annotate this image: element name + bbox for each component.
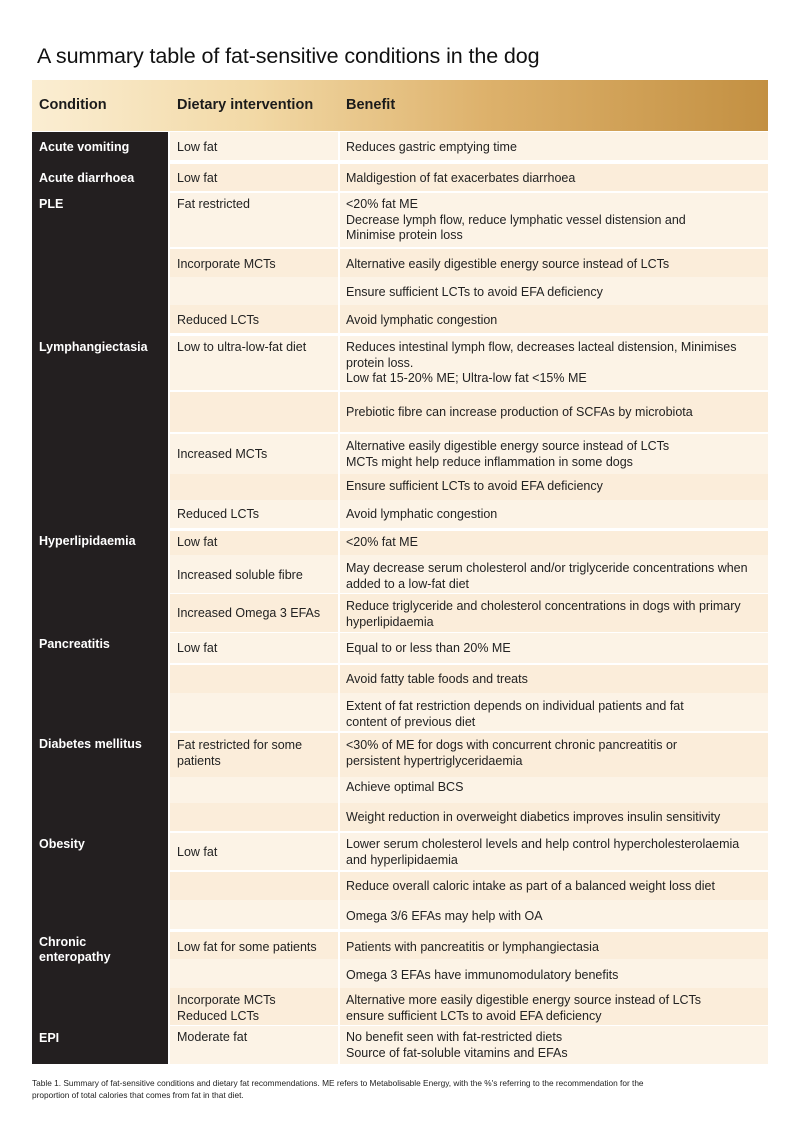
intervention-line: Incorporate MCTs [177, 993, 276, 1007]
dietary-intervention-cell [177, 140, 337, 156]
dietary-intervention-cell [177, 171, 337, 187]
benefit-line: Avoid lymphatic congestion [346, 507, 498, 521]
condition-label: EPI [39, 1031, 60, 1045]
column-divider [168, 132, 170, 1064]
dietary-intervention-cell [177, 507, 337, 523]
benefit-line: Source of fat-soluble vitamins and EFAs [346, 1045, 568, 1060]
benefit-line: <20% fat ME [346, 535, 418, 549]
intervention-line: Low fat [177, 140, 218, 154]
dietary-intervention-cell [177, 568, 337, 584]
condition-label: PLE [39, 197, 64, 211]
benefit-line: Equal to or less than 20% ME [346, 641, 511, 655]
benefit-cell [346, 993, 762, 1024]
dietary-intervention-cell [177, 447, 337, 463]
benefit-cell [346, 1030, 762, 1061]
benefit-cell [346, 837, 762, 868]
benefit-line: Reduces gastric emptying time [346, 140, 517, 154]
intervention-line: Increased MCTs [177, 447, 268, 461]
benefit-line: Patients with pancreatitis or lymphangiectasia [346, 940, 599, 954]
condition-label: Diabetes mellitus [39, 737, 142, 751]
intervention-line: patients [177, 753, 221, 768]
benefit-line: and hyperlipidaemia [346, 852, 458, 867]
benefit-line: Low fat 15-20% ME; Ultra-low fat <15% ME [346, 371, 587, 385]
benefit-cell [346, 535, 762, 551]
benefit-line: MCTs might help reduce inflammation in some dogs [346, 454, 633, 469]
intervention-line: Low fat [177, 171, 218, 185]
condition-label [39, 935, 161, 965]
benefit-line: Weight reduction in overweight diabetics improves insulin sensitivity [346, 810, 721, 824]
benefit-cell [346, 810, 762, 826]
condition-label: Lymphangiectasia [39, 340, 148, 354]
condition-line: Chronic [39, 935, 87, 949]
benefit-cell [346, 197, 762, 244]
condition-column [32, 132, 168, 1064]
benefit-cell [346, 699, 762, 730]
benefit-cell [346, 257, 762, 273]
benefit-cell [346, 285, 762, 301]
benefit-cell [346, 879, 762, 895]
benefit-cell [346, 479, 762, 495]
benefit-line: Ensure sufficient LCTs to avoid EFA deficiency [346, 285, 603, 299]
table-header [32, 80, 768, 131]
benefit-cell [346, 340, 762, 387]
intervention-line: Increased soluble fibre [177, 568, 303, 582]
benefit-line: Omega 3 EFAs have immunomodulatory benefits [346, 968, 619, 982]
dietary-intervention-cell [177, 845, 337, 861]
intervention-line: Fat restricted [177, 197, 250, 211]
benefit-line: May decrease serum cholesterol and/or triglyceride concentrations when [346, 561, 748, 575]
intervention-line: Moderate fat [177, 1030, 248, 1044]
benefit-cell [346, 738, 762, 769]
benefit-line: ensure sufficient LCTs to avoid EFA deficiency [346, 1008, 602, 1023]
intervention-line: Fat restricted for some [177, 738, 303, 752]
benefit-cell [346, 780, 762, 796]
benefit-line: <20% fat ME [346, 197, 418, 211]
intervention-line: Reduced LCTs [177, 1008, 259, 1023]
dietary-intervention-cell [177, 313, 337, 329]
benefit-line: Extent of fat restriction depends on individual patients and fat [346, 699, 684, 713]
benefit-line: Decrease lymph flow, reduce lymphatic vessel distension and [346, 212, 686, 227]
benefit-line: Prebiotic fibre can increase production of SCFAs by microbiota [346, 405, 693, 419]
intervention-line: Incorporate MCTs [177, 257, 276, 271]
benefit-line: No benefit seen with fat-restricted diets [346, 1030, 563, 1044]
condition-label: Pancreatitis [39, 637, 110, 651]
condition-label: Hyperlipidaemia [39, 534, 136, 548]
intervention-line: Low fat [177, 535, 218, 549]
benefit-line: Reduce triglyceride and cholesterol concentrations in dogs with primary [346, 599, 741, 613]
benefit-line: Alternative easily digestible energy source instead of LCTs [346, 439, 670, 453]
benefit-cell [346, 940, 762, 956]
benefit-line: Avoid fatty table foods and treats [346, 672, 528, 686]
condition-label: Acute diarrhoea [39, 171, 135, 185]
benefit-line: Lower serum cholesterol levels and help control hypercholesterolaemia [346, 837, 740, 851]
benefit-cell [346, 140, 762, 156]
benefit-cell [346, 909, 762, 925]
intervention-line: Reduced LCTs [177, 313, 259, 327]
benefit-line: Alternative more easily digestible energy source instead of LCTs [346, 993, 702, 1007]
benefit-cell [346, 599, 762, 630]
benefit-line: Reduces intestinal lymph flow, decreases lacteal distension, Minimises [346, 340, 737, 354]
dietary-intervention-cell [177, 535, 337, 551]
dietary-intervention-cell [177, 340, 337, 356]
dietary-intervention-cell [177, 993, 337, 1024]
column-divider [338, 132, 340, 1064]
table-caption [32, 1077, 772, 1101]
benefit-line: content of previous diet [346, 714, 476, 729]
benefit-cell [346, 641, 762, 657]
caption-line: proportion of total calories that comes from fat in that diet. [32, 1090, 244, 1100]
condition-line: enteropathy [39, 950, 111, 964]
intervention-line: Low fat [177, 641, 218, 655]
benefit-line: <30% of ME for dogs with concurrent chronic pancreatitis or [346, 738, 678, 752]
intervention-line: Reduced LCTs [177, 507, 259, 521]
intervention-line: Low fat for some patients [177, 940, 317, 954]
benefit-line: hyperlipidaemia [346, 614, 434, 629]
benefit-cell [346, 439, 762, 470]
benefit-line: added to a low-fat diet [346, 576, 469, 591]
page-title: A summary table of fat-sensitive conditions in the dog [37, 44, 540, 68]
benefit-cell [346, 171, 762, 187]
dietary-intervention-cell [177, 257, 337, 273]
benefit-line: Ensure sufficient LCTs to avoid EFA deficiency [346, 479, 603, 493]
benefit-line: protein loss. [346, 355, 414, 370]
intervention-line: Increased Omega 3 EFAs [177, 606, 321, 620]
caption-line: Table 1. Summary of fat-sensitive conditions and dietary fat recommendations. ME refers to Metabolisable Energy, with the %'s referring to the recommendation for the [32, 1078, 644, 1088]
intervention-line: Low fat [177, 845, 218, 859]
benefit-cell [346, 313, 762, 329]
dietary-intervention-cell [177, 1030, 337, 1046]
header-dietary-intervention: Dietary intervention [177, 97, 314, 113]
condition-label: Obesity [39, 837, 85, 851]
intervention-line: Low to ultra-low-fat diet [177, 340, 307, 354]
benefit-cell [346, 561, 762, 592]
header-condition: Condition [39, 97, 107, 113]
benefit-line: Achieve optimal BCS [346, 780, 464, 794]
dietary-intervention-cell [177, 738, 337, 769]
benefit-line: Alternative easily digestible energy source instead of LCTs [346, 257, 670, 271]
dietary-intervention-cell [177, 606, 337, 622]
benefit-line: Avoid lymphatic congestion [346, 313, 498, 327]
header-benefit: Benefit [346, 97, 396, 113]
benefit-cell [346, 672, 762, 688]
benefit-cell [346, 968, 762, 984]
benefit-line: Maldigestion of fat exacerbates diarrhoea [346, 171, 576, 185]
benefit-cell [346, 507, 762, 523]
benefit-line: persistent hypertriglyceridaemia [346, 753, 523, 768]
dietary-intervention-cell [177, 641, 337, 657]
condition-label: Acute vomiting [39, 140, 130, 154]
benefit-cell [346, 405, 762, 421]
benefit-line: Minimise protein loss [346, 228, 463, 242]
benefit-line: Reduce overall caloric intake as part of a balanced weight loss diet [346, 879, 715, 893]
dietary-intervention-cell [177, 197, 337, 213]
dietary-intervention-cell [177, 940, 337, 956]
benefit-line: Omega 3/6 EFAs may help with OA [346, 909, 543, 923]
